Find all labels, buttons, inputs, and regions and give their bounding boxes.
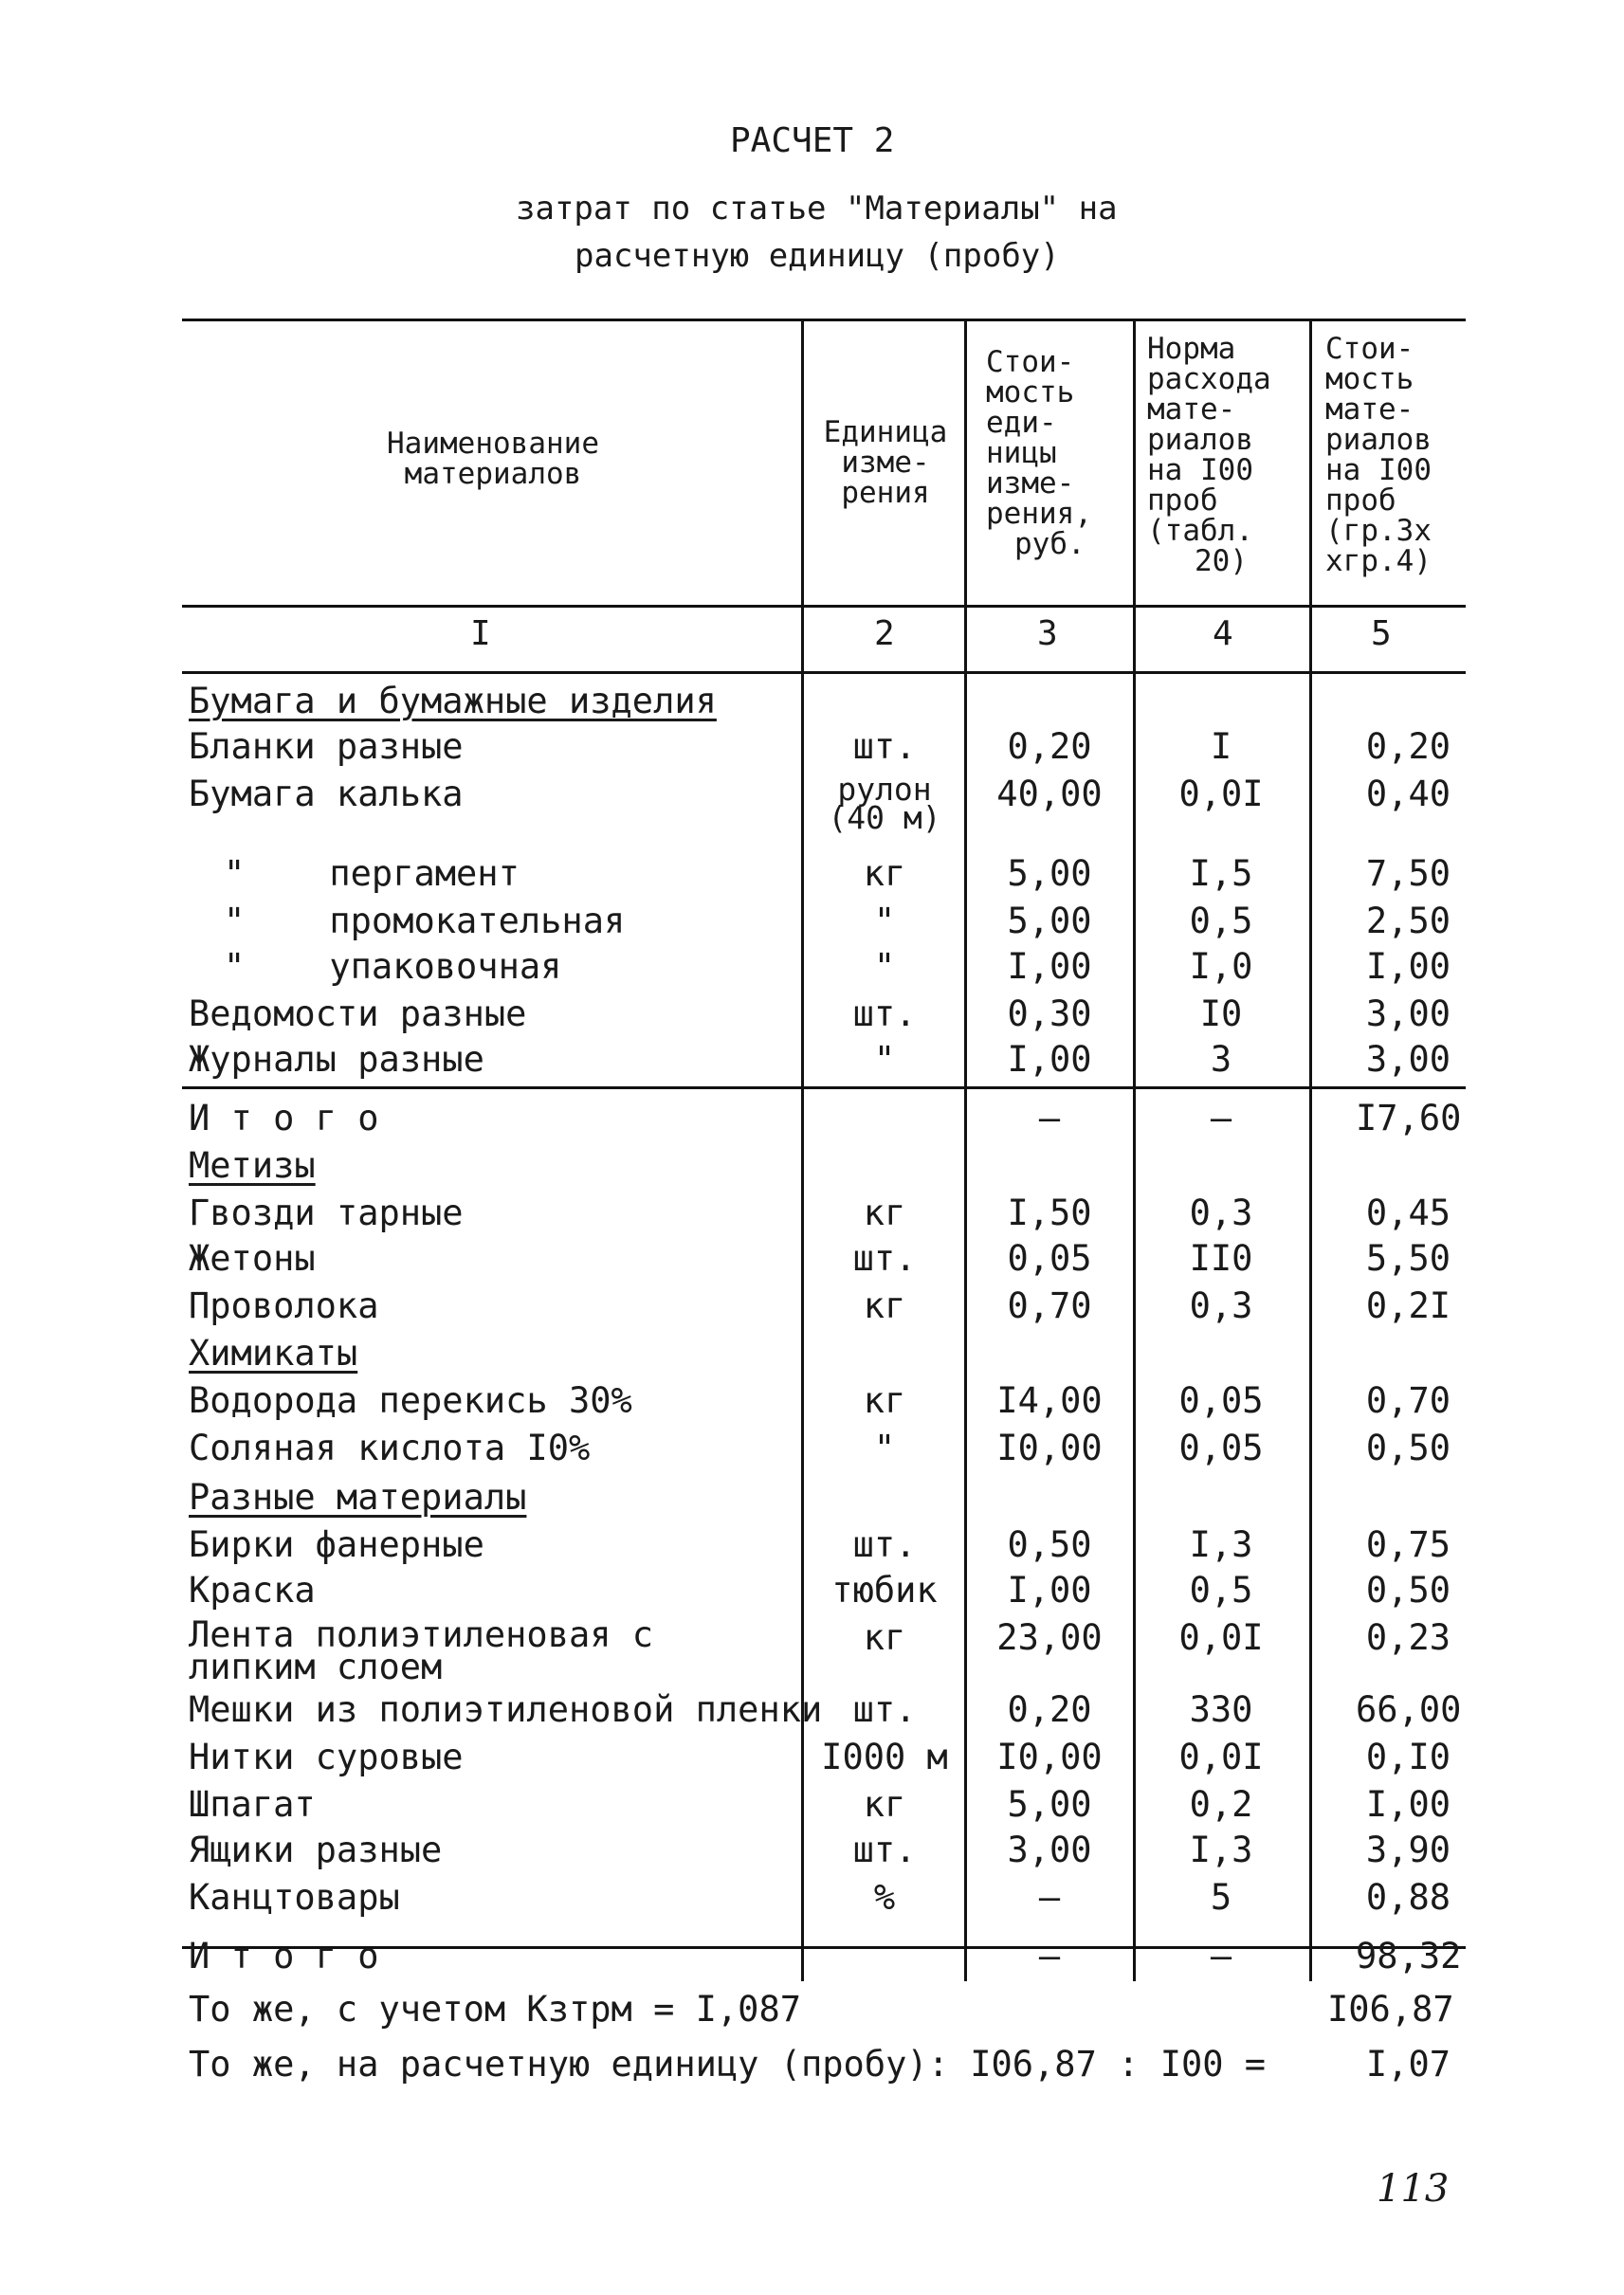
header-norm-line: проб: [1147, 483, 1218, 518]
document-subtitle-line-1: затрат по статье "Материалы" на: [516, 190, 1118, 228]
unit-of-measure: кг: [863, 1784, 906, 1825]
header-norm-line: мате-: [1147, 392, 1236, 427]
unit-price: 40,00: [996, 774, 1103, 814]
unit-of-measure: кг: [863, 1285, 906, 1326]
material-name: Бумага калька: [189, 774, 464, 814]
unit-price: –: [1038, 1877, 1061, 1918]
unit-price: –: [1038, 1098, 1061, 1138]
column-numbers-rule: [182, 671, 1466, 674]
material-cost: 0,70: [1365, 1380, 1451, 1421]
unit-price: I,00: [1007, 946, 1092, 987]
unit-of-measure: рулон (40 м): [828, 771, 941, 836]
section-heading: Разные материалы: [189, 1477, 527, 1518]
unit-of-measure: ": [873, 1428, 896, 1468]
header-name-line: материалов: [404, 457, 582, 491]
consumption-norm: I,3: [1189, 1524, 1253, 1565]
unit-price: 0,30: [1007, 993, 1092, 1034]
unit-price: 5,00: [1007, 853, 1092, 894]
material-name: Нитки суровые: [189, 1737, 464, 1777]
material-cost: 98,32: [1356, 1936, 1462, 1976]
unit-price: 23,00: [996, 1617, 1103, 1658]
table-top-rule: [182, 319, 1466, 321]
material-name: Бирки фанерные: [189, 1524, 484, 1565]
unit-price: 0,50: [1007, 1524, 1092, 1565]
column-number-4: 4: [1213, 614, 1233, 653]
footer-value-1: I06,87: [1327, 1989, 1454, 2030]
material-cost: 0,2I: [1365, 1285, 1451, 1326]
consumption-norm: –: [1210, 1936, 1232, 1976]
unit-price: I,50: [1007, 1193, 1092, 1233]
consumption-norm: 0,0I: [1178, 1737, 1264, 1777]
page-number: 113: [1377, 2167, 1450, 2211]
consumption-norm: 3: [1210, 1039, 1232, 1080]
header-unit-line: рения: [841, 476, 930, 510]
header-norm-line: (табл.: [1147, 514, 1253, 548]
column-divider-2: [964, 319, 967, 1981]
header-price-line: рения,: [986, 497, 1092, 531]
unit-of-measure: шт.: [852, 726, 917, 767]
material-cost: 3,90: [1365, 1830, 1451, 1870]
unit-price: I,00: [1007, 1039, 1092, 1080]
header-name-line: Наименование: [387, 427, 599, 461]
material-cost: 0,88: [1365, 1877, 1451, 1918]
column-number-2: 2: [874, 614, 895, 653]
footer-line-1: То же, с учетом Кзтрм = I,087: [189, 1989, 802, 2030]
unit-of-measure: шт.: [852, 1689, 917, 1730]
header-unit-line: изме-: [841, 446, 930, 480]
header-price-line: ницы: [986, 436, 1057, 470]
material-name: Бланки разные: [189, 726, 464, 767]
material-cost: I,00: [1365, 946, 1451, 987]
material-cost: 3,00: [1365, 993, 1451, 1034]
section-heading: Метизы: [189, 1145, 316, 1186]
header-cost-line: мате-: [1325, 392, 1414, 427]
unit-of-measure: кг: [863, 1380, 906, 1421]
consumption-norm: 0,5: [1189, 1570, 1253, 1611]
material-name: Лента полиэтиленовая с липким слоем: [189, 1614, 654, 1687]
material-name: Жетоны: [189, 1238, 316, 1279]
material-name: Соляная кислота I0%: [189, 1428, 591, 1468]
material-name: Проволока: [189, 1285, 379, 1326]
unit-price: I4,00: [996, 1380, 1103, 1421]
unit-of-measure: шт.: [852, 1830, 917, 1870]
material-cost: 0,23: [1365, 1617, 1451, 1658]
unit-of-measure: I000 м: [821, 1737, 948, 1777]
header-cost-line: хгр.4): [1325, 544, 1432, 578]
consumption-norm: 330: [1189, 1689, 1253, 1730]
header-name: [190, 428, 796, 489]
header-bottom-rule: [182, 605, 1466, 608]
header-cost: [1325, 334, 1466, 576]
consumption-norm: 0,5: [1189, 901, 1253, 941]
unit-of-measure: кг: [863, 1193, 906, 1233]
consumption-norm: 0,0I: [1178, 774, 1264, 814]
consumption-norm: II0: [1189, 1238, 1253, 1279]
section-heading: Бумага и бумажные изделия: [189, 681, 717, 721]
unit-price: 0,70: [1007, 1285, 1092, 1326]
consumption-norm: 0,05: [1178, 1380, 1264, 1421]
material-name: Водорода перекись 30%: [189, 1380, 632, 1421]
unit-price: I0,00: [996, 1428, 1103, 1468]
header-norm: [1147, 334, 1310, 576]
subtotal-rule: [182, 1086, 1466, 1089]
material-name: Шпагат: [189, 1784, 316, 1825]
unit-price: 5,00: [1007, 1784, 1092, 1825]
header-norm-line: на I00: [1147, 453, 1253, 487]
header-price-line: руб.: [1014, 527, 1086, 561]
material-cost: 0,75: [1365, 1524, 1451, 1565]
header-cost-line: на I00: [1325, 453, 1432, 487]
header-cost-line: мость: [1325, 362, 1414, 396]
header-cost-line: (гр.3х: [1325, 514, 1432, 548]
material-cost: 7,50: [1365, 853, 1451, 894]
material-cost: 5,50: [1365, 1238, 1451, 1279]
header-cost-line: Стои-: [1325, 332, 1414, 366]
unit-of-measure: тюбик: [831, 1570, 938, 1611]
material-name: Канцтовары: [189, 1877, 400, 1918]
consumption-norm: I0: [1199, 993, 1243, 1034]
header-price-line: мость: [986, 375, 1075, 410]
consumption-norm: –: [1210, 1098, 1232, 1138]
material-name: Ведомости разные: [189, 993, 527, 1034]
material-name: " упаковочная: [224, 946, 562, 987]
consumption-norm: 0,3: [1189, 1285, 1253, 1326]
header-price-line: Стои-: [986, 345, 1075, 379]
unit-of-measure: шт.: [852, 993, 917, 1034]
material-name: " пергамент: [224, 853, 520, 894]
consumption-norm: I,3: [1189, 1830, 1253, 1870]
header-cost-line: риалов: [1325, 423, 1432, 457]
consumption-norm: I,5: [1189, 853, 1253, 894]
material-cost: 0,40: [1365, 774, 1451, 814]
material-name: Журналы разные: [189, 1039, 484, 1080]
footer-line-2: То же, на расчетную единицу (пробу): I06,87 : I00 =: [189, 2044, 1267, 2085]
unit-of-measure: кг: [863, 1617, 906, 1658]
unit-of-measure: %: [873, 1877, 896, 1918]
unit-price: 0,20: [1007, 726, 1092, 767]
material-cost: 3,00: [1365, 1039, 1451, 1080]
column-number-5: 5: [1371, 614, 1392, 653]
column-number-3: 3: [1037, 614, 1058, 653]
header-unit-line: Единица: [823, 415, 948, 449]
consumption-norm: 0,05: [1178, 1428, 1264, 1468]
unit-of-measure: шт.: [852, 1524, 917, 1565]
header-norm-line: риалов: [1147, 423, 1253, 457]
consumption-norm: 0,3: [1189, 1193, 1253, 1233]
material-name: Ящики разные: [189, 1830, 443, 1870]
material-name: Гвозди тарные: [189, 1193, 464, 1233]
unit-of-measure: шт.: [852, 1238, 917, 1279]
material-cost: I,00: [1365, 1784, 1451, 1825]
material-name: И т о г о: [189, 1098, 379, 1138]
unit-price: 3,00: [1007, 1830, 1092, 1870]
header-norm-line: Норма: [1147, 332, 1236, 366]
unit-price: 0,20: [1007, 1689, 1092, 1730]
material-cost: I7,60: [1356, 1098, 1462, 1138]
material-name: Краска: [189, 1570, 316, 1611]
footer-value-2: I,07: [1365, 2044, 1451, 2085]
unit-of-measure: ": [873, 946, 896, 987]
consumption-norm: I: [1210, 726, 1232, 767]
material-name: " промокательная: [224, 901, 626, 941]
consumption-norm: 0,2: [1189, 1784, 1253, 1825]
header-norm-line: расхода: [1147, 362, 1271, 396]
column-divider-3: [1133, 319, 1136, 1981]
unit-of-measure: ": [873, 901, 896, 941]
consumption-norm: 0,0I: [1178, 1617, 1264, 1658]
material-name: И т о г о: [189, 1936, 379, 1976]
unit-of-measure: ": [873, 1039, 896, 1080]
unit-price: 5,00: [1007, 901, 1092, 941]
material-name: Мешки из полиэтиленовой пленки: [189, 1689, 823, 1730]
material-cost: 0,I0: [1365, 1737, 1451, 1777]
material-cost: 0,50: [1365, 1428, 1451, 1468]
header-cost-line: проб: [1325, 483, 1396, 518]
material-cost: 0,45: [1365, 1193, 1451, 1233]
unit-of-measure: кг: [863, 853, 906, 894]
material-cost: 0,20: [1365, 726, 1451, 767]
header-price-line: еди-: [986, 406, 1057, 440]
document-subtitle-line-2: расчетную единицу (пробу): [575, 237, 1060, 275]
header-unit: [806, 417, 965, 508]
section-heading: Химикаты: [189, 1333, 358, 1374]
column-number-1: I: [470, 614, 491, 653]
header-price: [986, 347, 1128, 559]
unit-price: I,00: [1007, 1570, 1092, 1611]
document-title: РАСЧЕТ 2: [730, 121, 895, 160]
material-cost: 2,50: [1365, 901, 1451, 941]
unit-price: I0,00: [996, 1737, 1103, 1777]
header-price-line: изме-: [986, 466, 1075, 501]
material-cost: 66,00: [1356, 1689, 1462, 1730]
column-divider-1: [801, 319, 804, 1981]
consumption-norm: I,0: [1189, 946, 1253, 987]
material-cost: 0,50: [1365, 1570, 1451, 1611]
header-norm-line: 20): [1195, 544, 1248, 578]
unit-price: 0,05: [1007, 1238, 1092, 1279]
unit-price: –: [1038, 1936, 1061, 1976]
consumption-norm: 5: [1210, 1877, 1232, 1918]
